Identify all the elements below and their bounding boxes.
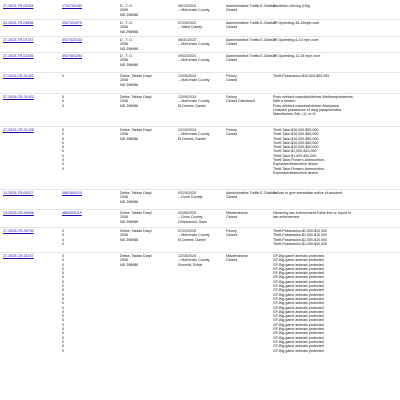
- citation-number: [62, 4, 82, 8]
- charge-list-line: Theft-Possession-$1,000-$10,000: [273, 241, 328, 246]
- charge-list-line: GF-Big game animals protected: [273, 258, 324, 263]
- citation-number: [62, 211, 82, 215]
- filed-date: [178, 211, 207, 224]
- charge-list: [273, 74, 329, 78]
- charge-list-line: Explosive/destructive device: [273, 170, 319, 175]
- citation-number: [62, 54, 82, 58]
- party-info-line: Defoe, Taidan Daryl: [120, 211, 152, 215]
- charge-list-line: Theft-Possession-$1,000-$10,000: [273, 229, 328, 233]
- filed-date-line: 09/02/2024: [178, 54, 196, 58]
- charge-list-line: GF-Big game animals protected: [273, 322, 324, 327]
- citation-number-line: 0: [62, 162, 64, 167]
- case-number-link[interactable]: 13-2025-CR-00066: [3, 211, 34, 215]
- filed-date: [178, 95, 210, 108]
- case-type-status-line: Felony: [226, 229, 237, 233]
- row-divider: [0, 209, 400, 210]
- citation-number-line: 0: [62, 279, 64, 284]
- case-type-status-line: Administrative Traffic E-Citation: [226, 38, 277, 42]
- party-info: [120, 229, 152, 242]
- citation-number-line: 0: [62, 335, 64, 340]
- case-number-link: [3, 95, 34, 99]
- case-type-status: [226, 54, 276, 63]
- charge-list-line: Failure to give immediate notice of accident: [273, 191, 343, 195]
- filed-date: [178, 191, 202, 200]
- case-type-status-line: Closed: [226, 78, 238, 83]
- case-number-link: [3, 4, 33, 8]
- filed-date: [178, 128, 210, 141]
- citation-number-line: 0: [62, 95, 64, 99]
- citation-number-line: 0: [62, 233, 64, 238]
- party-info: [120, 254, 152, 267]
- citation-number-line: 0: [62, 314, 64, 319]
- charge-list-line: Explosive/destructive device: [273, 162, 319, 167]
- case-type-status: [226, 21, 276, 30]
- filed-date-line: 12/10/2024: [178, 128, 196, 132]
- case-number-link[interactable]: 27-2024-TR-02326: [3, 54, 34, 58]
- charge-list-line: GF-Big game animals protected: [273, 288, 324, 293]
- charge-list: [273, 191, 342, 195]
- case-type-status-line: Closed: [226, 58, 238, 63]
- charge-list-line: Theft-Possession-$1,000-$10,000: [273, 237, 328, 242]
- charge-list-line: GF-Big game animals protected: [273, 271, 324, 276]
- case-type-status-line: Misdemeanor: [226, 254, 248, 258]
- citation-number-line: 0: [62, 344, 64, 349]
- charge-list-line: Hindering law enforcement-False info or report to: [273, 211, 352, 215]
- filed-date-line: -- McKenzie County: [178, 132, 210, 137]
- citation-number-line: 0: [62, 103, 64, 108]
- charge-list-line: Unlawful possession of drug paraphernalia-: [273, 107, 343, 112]
- case-number-link: [3, 128, 34, 132]
- filed-date-line: -- McKenzie County: [178, 8, 210, 13]
- party-info-line: D., T. D.: [120, 21, 133, 25]
- filed-date: [178, 54, 210, 63]
- party-info: [120, 128, 152, 141]
- party-info: [120, 38, 138, 51]
- charge-list-line: GF-Big game animals protected: [273, 305, 324, 310]
- case-number-link[interactable]: 27-2023-TR-03787: [3, 38, 34, 42]
- case-number-link[interactable]: 27-2024-CR-01438: [3, 128, 34, 132]
- citation-number: [62, 128, 64, 171]
- charge-list: [273, 211, 351, 220]
- party-info-line: 2006: [120, 195, 128, 200]
- filed-date-line: 08/13/2023: [178, 4, 196, 8]
- filed-date-line: -- McKenzie County: [178, 258, 210, 263]
- charge-list-line: Theft-Take-$1,000-$10,000: [273, 149, 317, 154]
- charge-list-line: GF-Big game animals protected: [273, 309, 324, 314]
- citation-number-line[interactable]: 0007324979: [62, 21, 82, 25]
- party-info-line: ND 298988: [120, 136, 139, 141]
- citation-number-line: 0: [62, 309, 64, 314]
- charge-list-line: TR-Speeding-36-45mph over: [273, 21, 320, 25]
- charge-list-line: GF-Big game animals protected: [273, 296, 324, 301]
- citation-number-line: 0: [62, 339, 64, 344]
- citation-number-line: 0: [62, 275, 64, 280]
- citation-number: [62, 21, 82, 25]
- case-number-link[interactable]: 27-2023-TR-02054: [3, 4, 34, 8]
- citation-number-line: 0: [62, 145, 64, 150]
- citation-number-line: 0: [62, 305, 64, 310]
- case-number-link: [3, 38, 33, 42]
- case-type-status-line: Closed: [226, 25, 238, 30]
- case-type-status-line: Closed Dismissed: [226, 99, 255, 104]
- citation-number-line: 0: [62, 266, 64, 271]
- case-type-status: [226, 4, 276, 13]
- charge-list-line: GF-Big game animals protected: [273, 254, 324, 258]
- row-divider: [0, 52, 400, 53]
- citation-number-line: 0: [62, 262, 64, 267]
- citation-number-line: 0: [62, 288, 64, 293]
- citation-number-line: 0: [62, 99, 64, 104]
- charge-list: [273, 254, 324, 353]
- filed-date: [178, 74, 210, 83]
- charge-list-line: GF-Big game animals protected: [273, 314, 324, 319]
- filed-date-line: -- McKenzie County: [178, 42, 210, 47]
- charge-list: [273, 4, 310, 8]
- party-info-line: Defoe, Taidan Daryl: [120, 95, 152, 99]
- citation-number: [62, 254, 64, 353]
- filed-date-line: -- Dunn County: [178, 195, 203, 200]
- filed-date-line: El-Dweek, Daniel: [178, 237, 206, 242]
- party-info-line: ND 298988: [120, 46, 139, 51]
- case-type-status-line: Misdemeanor: [226, 211, 248, 215]
- party-info-line: ND 298988: [120, 29, 139, 34]
- party-info-line: Defoe, Taidan Daryl: [120, 254, 152, 258]
- charge-list: [273, 95, 354, 116]
- charge-list-line: GF-Big game animals protected: [273, 339, 324, 344]
- case-type-status-line: Felony: [226, 128, 237, 132]
- citation-number-line: 0: [62, 254, 64, 258]
- case-type-status-line: Felony: [226, 95, 237, 99]
- charge-list-line: Poss w/intent manufact/deliver-Marijuana: [273, 103, 339, 108]
- filed-date: [178, 229, 210, 242]
- citation-number-line: 0: [62, 241, 64, 246]
- citation-number-line: 0: [62, 166, 64, 171]
- party-info: [120, 4, 138, 17]
- citation-number-line: 0: [62, 331, 64, 336]
- filed-date-line: 08/31/2023: [178, 38, 196, 42]
- charge-list-line: GF-Big game animals protected: [273, 275, 324, 280]
- charge-list-line: GF-Big game animals protected: [273, 284, 324, 289]
- charge-list-line: GF-Big game animals protected: [273, 331, 324, 336]
- party-info-line: D., T. D.: [120, 4, 133, 8]
- citation-number-line: 0: [62, 132, 64, 137]
- party-info-line: ND 298988: [120, 62, 139, 67]
- citation-number-line[interactable]: 1702700180: [62, 4, 82, 8]
- case-type-status: [226, 211, 248, 220]
- party-info-line: 2006: [120, 215, 128, 220]
- case-number-link[interactable]: 53-2023-TR-04658: [3, 21, 34, 25]
- case-number-link: [3, 229, 34, 233]
- party-info-line: ND 298988: [120, 82, 139, 87]
- charge-list-line: Theft-Take-$10,000-$50,000: [273, 145, 319, 150]
- case-type-status: [226, 74, 237, 83]
- citation-number: [62, 74, 64, 78]
- party-info: [120, 95, 152, 108]
- party-info-line: ND 298988: [120, 262, 139, 267]
- citation-number-line: 0: [62, 140, 64, 145]
- party-info: [120, 191, 152, 204]
- citation-number-line: 0: [62, 237, 64, 242]
- case-type-status-line: Closed: [226, 195, 238, 200]
- charge-list-line: Theft-Possession-$10,000-$50,000: [273, 74, 330, 78]
- filed-date-line: 02/26/2025: [178, 211, 196, 215]
- party-info-line: Defoe, Taidan Daryl: [120, 229, 152, 233]
- citation-number-line: 0: [62, 153, 64, 158]
- charge-list-line: GF-Big game animals protected: [273, 348, 324, 353]
- case-type-status-line: Administrative Traffic E-Citation: [226, 191, 277, 195]
- party-info-line: 2006: [120, 233, 128, 238]
- party-info-line: ND 298988: [120, 219, 139, 224]
- citation-number: [62, 191, 82, 195]
- row-divider: [0, 126, 400, 127]
- case-number-link: [3, 254, 34, 258]
- case-number-link[interactable]: 27-2024-CR-01423: [3, 95, 34, 99]
- citation-number-line: 0: [62, 74, 64, 78]
- filed-date-line: El-Dweek, Daniel: [178, 103, 206, 108]
- citation-number-line: 0: [62, 348, 64, 353]
- charge-list-line: Theft-Take-$10,000-$50,000: [273, 136, 319, 141]
- charge-list-line: Theft-Take-Firearm-Ammunition-: [273, 158, 325, 163]
- charge-list-line: Poss w/intent manufact/deliver-Methamphetamine-: [273, 95, 354, 99]
- row-divider: [0, 252, 400, 253]
- party-info-line: 2006: [120, 99, 128, 104]
- party-info: [120, 21, 138, 34]
- case-type-status-line: Closed: [226, 8, 238, 13]
- party-info-line: 2006: [120, 58, 128, 63]
- filed-date-line: 07/24/2023: [178, 21, 196, 25]
- charge-list-line: GF-Big game animals protected: [273, 344, 324, 349]
- case-number-link[interactable]: 27-2025-CR-00752: [3, 229, 34, 233]
- charge-list-line: GF-Big game animals protected: [273, 318, 324, 323]
- filed-date-line: -- Ward County: [178, 25, 203, 30]
- case-type-status-line: Felony: [226, 74, 237, 78]
- filed-date-line: -- McKenzie County: [178, 233, 210, 238]
- charge-list: [273, 21, 320, 25]
- filed-date-line: Schmidt, Robin: [178, 262, 203, 267]
- charge-list: [273, 38, 319, 42]
- party-info-line: ND 298988: [120, 12, 139, 17]
- case-number-link[interactable]: 27-2024-CR-01422: [3, 74, 34, 78]
- filed-date-line: 12/09/2024: [178, 95, 196, 99]
- charge-list-line: GF-Big game animals protected: [273, 301, 324, 306]
- filed-date-line: 12/09/2024: [178, 74, 196, 78]
- charge-list-line: TR-Speeding-6-10 mph over: [273, 38, 319, 42]
- charge-list-line: Theft-Possession-$1,000-$10,000: [273, 233, 328, 238]
- party-info-line: 2006: [120, 8, 128, 13]
- citation-number-line: 0: [62, 128, 64, 132]
- charge-list-line: GF-Big game animals protected: [273, 262, 324, 267]
- filed-date: [178, 38, 210, 47]
- citation-number-line[interactable]: 4863300120: [62, 191, 82, 195]
- party-info-line: 2006: [120, 78, 128, 83]
- citation-number-line: 0: [62, 258, 64, 263]
- party-info-line: 2006: [120, 25, 128, 30]
- case-type-status-line: Closed: [226, 215, 238, 220]
- filed-date-line: -- McKenzie County: [178, 99, 210, 104]
- case-number-link: [3, 54, 33, 58]
- charge-list: [273, 229, 327, 246]
- citation-number-line: 0: [62, 284, 64, 289]
- filed-date: [178, 254, 210, 267]
- row-divider: [0, 36, 400, 37]
- case-type-status-line: Closed: [226, 233, 238, 238]
- party-info-line: Defoe, Taidan Daryl: [120, 74, 152, 78]
- charge-list: [273, 128, 325, 175]
- charge-list-line: Theft-Take-$10,000-$50,000: [273, 132, 319, 137]
- case-type-status-line: Closed: [226, 132, 238, 137]
- filed-date-line: -- McKenzie County: [178, 78, 210, 83]
- citation-number-line: 0: [62, 327, 64, 332]
- row-divider: [0, 227, 400, 228]
- party-info: [120, 211, 152, 224]
- citation-number-line: 0: [62, 322, 64, 327]
- case-type-status: [226, 128, 237, 137]
- citation-number-line: 0: [62, 136, 64, 141]
- party-info-line: ND 298988: [120, 103, 139, 108]
- filed-date-line: -- Dunn County: [178, 215, 203, 220]
- charge-list-line: Theft-Take-Firearm-Ammunition-: [273, 166, 325, 171]
- charge-list-line: law enforcement: [273, 215, 300, 220]
- filed-date-line: -- McKenzie County: [178, 58, 210, 63]
- citation-number-line: 0: [62, 158, 64, 163]
- row-divider: [0, 72, 400, 73]
- case-type-status: [226, 254, 248, 263]
- filed-date-line: El-Dweek, Daniel: [178, 136, 206, 141]
- party-info-line: D., T. D.: [120, 54, 133, 58]
- charge-list-line: With a firearm: [273, 99, 296, 104]
- case-number-link: [3, 21, 33, 25]
- case-type-status: [226, 95, 255, 104]
- citation-number-line[interactable]: 0007403294: [62, 54, 82, 58]
- citation-number: [62, 95, 64, 108]
- charge-list-line: GF-Big game animals protected: [273, 266, 324, 271]
- case-number-link: [3, 191, 33, 195]
- case-type-status-line: Closed: [226, 42, 238, 47]
- charge-list-line: Theft-Take-$1,000-$10,000: [273, 153, 317, 158]
- citation-number-line[interactable]: 4863300119: [62, 211, 82, 215]
- case-type-status-line: Closed: [226, 258, 238, 263]
- party-info-line: ND 298988: [120, 237, 139, 242]
- case-number-link[interactable]: 27-2025-CR-01157: [3, 254, 34, 258]
- filed-date-line: 02/24/2025: [178, 191, 196, 195]
- row-divider: [0, 93, 400, 94]
- filed-date-line: 07/22/2025: [178, 229, 196, 233]
- filed-date: [178, 4, 210, 13]
- filed-date: [178, 21, 202, 30]
- charge-list-line: Manufacture-Sch. I,II, or III: [273, 112, 316, 117]
- party-info-line: 2006: [120, 42, 128, 47]
- charge-list-line: Theft-Take-$10,000-$50,000: [273, 128, 319, 132]
- filed-date-line: Greenwood, Dane: [178, 219, 208, 224]
- case-type-status: [226, 229, 237, 238]
- citation-number-line: 0: [62, 229, 64, 233]
- party-info-line: Defoe, Taidan Daryl: [120, 191, 152, 195]
- party-info-line: 2006: [120, 132, 128, 137]
- party-info-line: ND 298988: [120, 199, 139, 204]
- party-info-line: Defoe, Taidan Daryl: [120, 128, 152, 132]
- citation-number-line: 0: [62, 296, 64, 301]
- citation-number-line: 0: [62, 271, 64, 276]
- charge-list-line: GF-Big game animals protected: [273, 292, 324, 297]
- party-info-line: D., T. D.: [120, 38, 133, 42]
- citation-number: [62, 229, 64, 246]
- charge-list-line: Theft-Take-$10,000-$50,000: [273, 140, 319, 145]
- case-type-status: [226, 38, 276, 47]
- party-info: [120, 54, 138, 67]
- citation-number-line[interactable]: 0007332143: [62, 38, 82, 42]
- case-type-status-line: Administrative Traffic E-Citation: [226, 4, 277, 8]
- case-type-status: [226, 191, 276, 200]
- charge-list-line: GF-Big game animals protected: [273, 327, 324, 332]
- case-type-status-line: Administrative Traffic E-Citation: [226, 54, 277, 58]
- case-type-status-line: Administrative Traffic E-Citation: [226, 21, 277, 25]
- filed-date-line: 12/15/2025: [178, 254, 196, 258]
- case-number-link: [3, 74, 34, 78]
- citation-number-line: 0: [62, 149, 64, 154]
- charge-list-line: TR-Speeding-11-15 mph over: [273, 54, 321, 58]
- row-divider: [0, 19, 400, 20]
- case-number-link: [3, 211, 34, 215]
- citation-number-line: 0: [62, 292, 64, 297]
- citation-number-line: 0: [62, 318, 64, 323]
- row-divider: [0, 189, 400, 190]
- party-info: [120, 74, 152, 87]
- citation-number-line: 0: [62, 301, 64, 306]
- charge-list-line: Exhibition Driving (City): [273, 4, 311, 8]
- case-number-link[interactable]: 13-2025-TR-00227: [3, 191, 34, 195]
- charge-list-line: GF-Big game animals protected: [273, 335, 324, 340]
- party-info-line: 2006: [120, 258, 128, 263]
- charge-list-line: GF-Big game animals protected: [273, 279, 324, 284]
- charge-list: [273, 54, 320, 58]
- citation-number: [62, 38, 82, 42]
